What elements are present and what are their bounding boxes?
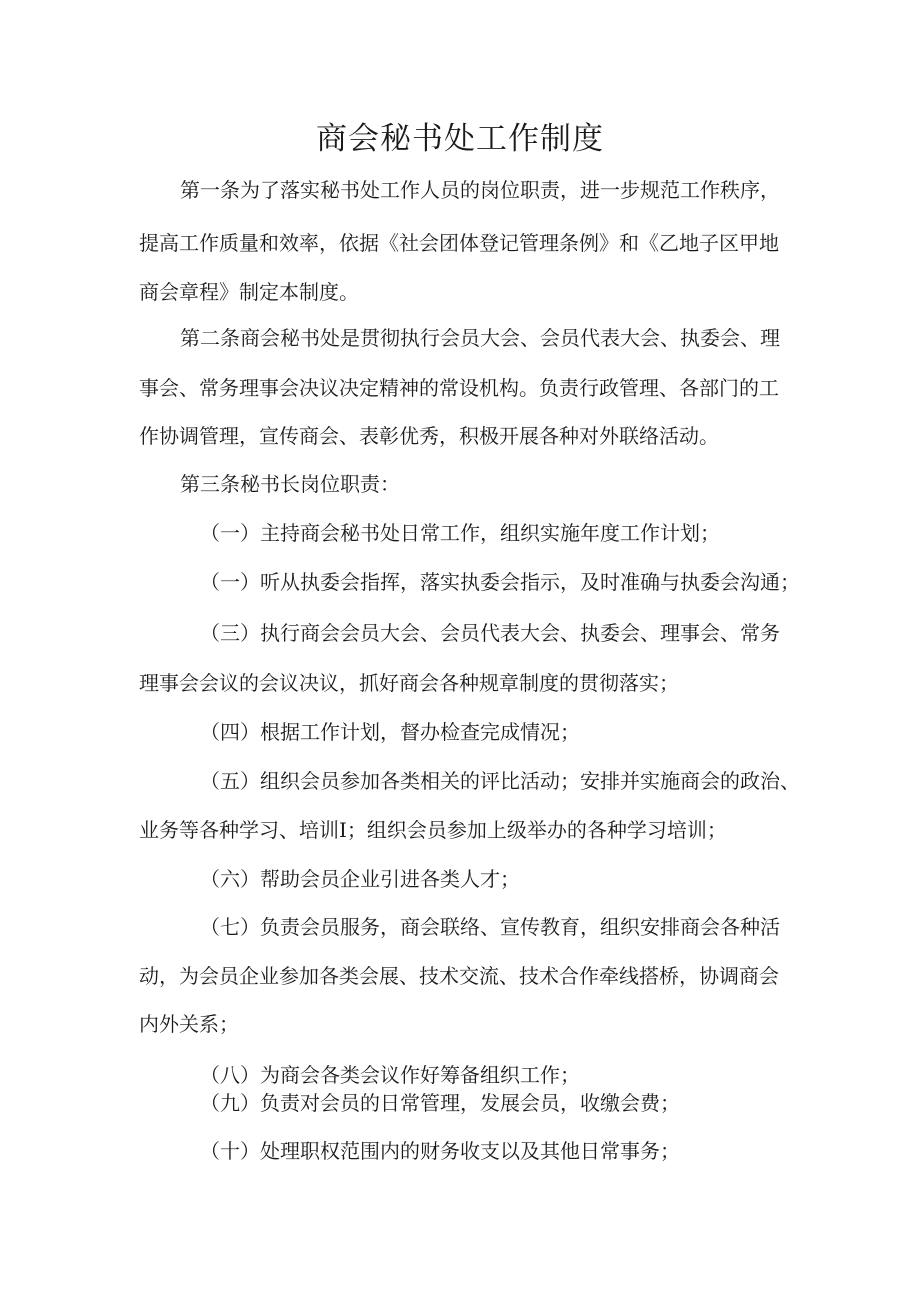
duty-item-5-line-1: （五）组织会员参加各类相关的评比活动；安排并实施商会的政治、 (200, 769, 800, 793)
duty-item-9: （九）负责对会员的日常管理，发展会员，收缴会费； (200, 1091, 680, 1115)
duty-item-2: （一）听从执委会指挥，落实执委会指示，及时准确与执委会沟通； (200, 570, 800, 594)
article-1-line-3: 商会章程》制定本制度。 (139, 280, 359, 304)
duty-item-10: （十）处理职权范围内的财务收支以及其他日常事务； (200, 1139, 680, 1163)
article-2-line-2: 事会、常务理事会决议决定精神的常设机构。负责行政管理、各部门的工 (139, 376, 779, 400)
duty-item-7-line-1: （七）负责会员服务，商会联络、宣传教育，组织安排商会各种活 (200, 915, 780, 939)
article-2-line-1: 第二条商会秘书处是贯彻执行会员大会、会员代表大会、执委会、理 (180, 326, 780, 350)
duty-item-4: （四）根据工作计划，督办检查完成情况； (200, 720, 580, 744)
duty-item-3-line-2: 理事会会议的会议决议，抓好商会各种规章制度的贯彻落实； (139, 671, 679, 695)
duty-item-3-line-1: （三）执行商会会员大会、会员代表大会、执委会、理事会、常务 (200, 621, 780, 645)
duty-item-6: （六）帮助会员企业引进各类人才； (200, 867, 520, 891)
duty-item-7-line-2: 动，为会员企业参加各类会展、技术交流、技术合作牵线搭桥，协调商会 (139, 964, 779, 988)
duty-item-5-line-2: 业务等各种学习、培训Ⅰ；组织会员参加上级举办的各种学习培训； (139, 818, 727, 842)
article-2-line-3: 作协调管理，宣传商会、表彰优秀，积极开展各种对外联络活动。 (139, 424, 719, 448)
duty-item-7-line-3: 内外关系； (139, 1012, 239, 1036)
article-1-line-2: 提高工作质量和效率，依据《社会团体登记管理条例》和《乙地子区甲地 (139, 231, 779, 255)
duty-item-1: （一）主持商会秘书处日常工作，组织实施年度工作计划； (200, 521, 720, 545)
duty-item-8: （八）为商会各类会议作好筹备组织工作； (200, 1063, 580, 1087)
article-3-heading: 第三条秘书长岗位职责： (180, 472, 400, 496)
document-title: 商会秘书处工作制度 (316, 121, 604, 157)
article-1-line-1: 第一条为了落实秘书处工作人员的岗位职责，进一步规范工作秩序， (180, 178, 780, 202)
